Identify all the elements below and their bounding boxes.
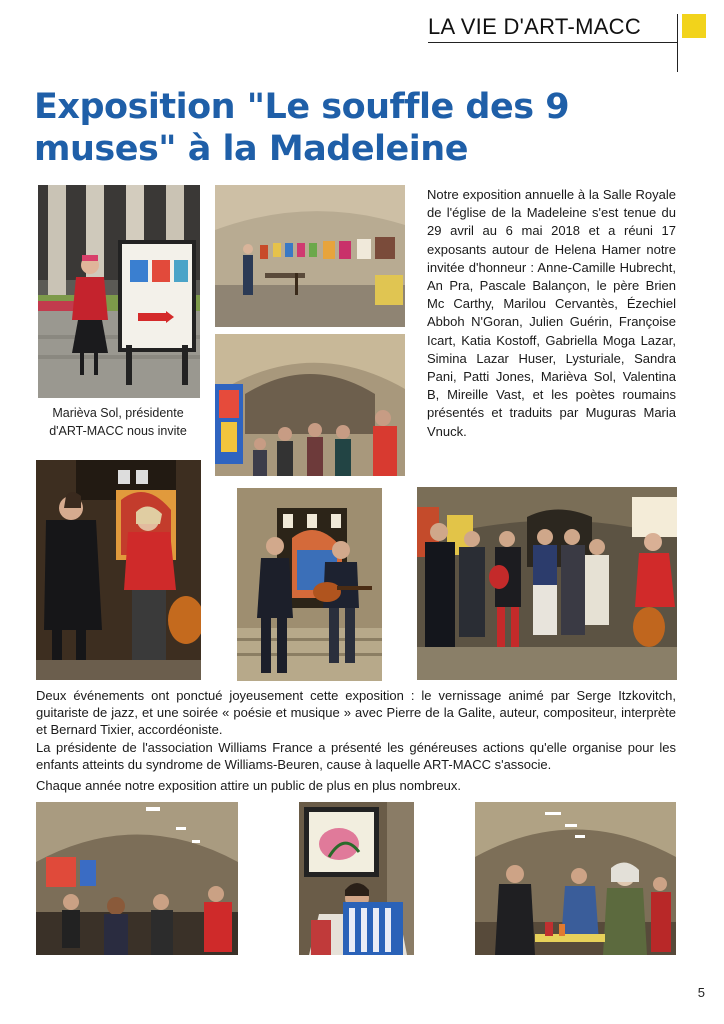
photo-gallery-hall	[215, 185, 405, 327]
photo-accordionist	[299, 802, 414, 955]
section-title: LA VIE D'ART-MACC	[428, 14, 642, 39]
header-divider	[428, 42, 678, 43]
photo-caption: Marièva Sol, présidente d'ART-MACC nous invite	[49, 406, 187, 438]
body-text	[36, 687, 676, 794]
paragraph-events: Deux événements ont ponctué joyeusement cette exposition : le vernissage animé par Serge Itzkovitch, guitariste de jazz, et une soirée « poésie et musique » avec Pierre de la Galite, auteur, compositeur, interprète et Bernard Tixier, accordéoniste.	[36, 688, 676, 738]
paragraph-audience: Chaque année notre exposition attire un public de plus en plus nombreux.	[36, 778, 461, 794]
photo-poetry-reading	[36, 460, 201, 680]
paragraph-williams-france: La présidente de l'association Williams France a présenté les généreuses actions qu'elle organise pour les enfants atteints du syndrome de Williams-Beuren, cause à laquelle ART-MACC s'associe.	[36, 739, 676, 772]
header-vertical-divider	[677, 14, 678, 72]
photo-audience-vault	[36, 802, 238, 955]
intro-paragraph: Notre exposition annuelle à la Salle Royale de l'église de la Madeleine s'est tenue du 29 avril au 6 mai 2018 et a réuni 17 exposants autour de Helena Hamer notre invitée d'honneur : Anne-Camille Hubrecht, An Pra, Pascale Balançon, le père Brien Mc Carthy, Marilou Cervantès, Ézechiel Abboh N'Goran, Julien Guérin, Françoise Icart, Katia Kostoff, Gabriella Moga Lazar, Simina Lazar Huser, Lysturiale, Sandra Pani, Patti Jones, Marièva Sol, Valentina B, Mireille Vast, et les poètes roumains présentés et traduits par Muguras Maria Vnuck.	[427, 187, 676, 439]
photo-group-gathering	[417, 487, 677, 680]
page-number: 5	[697, 985, 705, 1000]
photo-reception-buffet	[475, 802, 676, 955]
photo-crowd-vault	[215, 334, 405, 476]
article-title	[34, 86, 634, 170]
photo-guitar-duo	[237, 488, 382, 681]
header-accent-square	[682, 14, 706, 38]
article-title-line-2: muses" à la Madeleine	[34, 129, 468, 169]
photo-president-outside	[38, 185, 200, 398]
article-title-line-1: Exposition "Le souffle des 9	[34, 87, 570, 127]
